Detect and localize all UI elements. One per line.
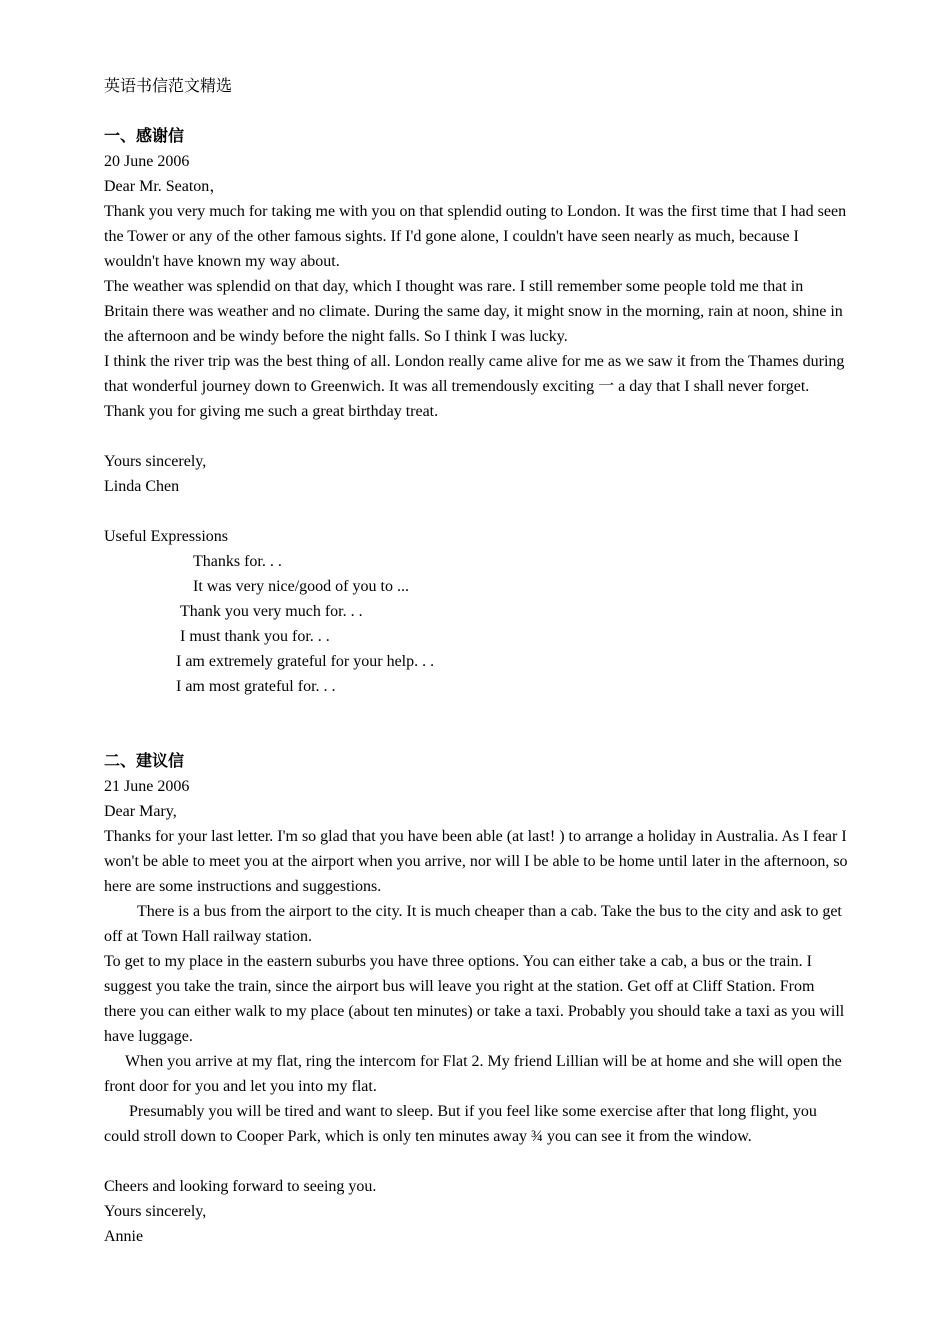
letter2-signature: Annie: [104, 1228, 144, 1245]
spacer: [104, 424, 850, 449]
letter2-paragraph: There is a bus from the airport to the city. It is much cheaper than a cab. Take the bus to the city and ask to get off at Town Hall railway station.: [104, 903, 842, 945]
letter1-paragraph: The weather was splendid on that day, which I thought was rare. I still remember some people told me that in Britain there was weather and no climate. During the same day, it might snow in the morning, rain at noon, shine in the afternoon and be windy before the night falls. So I think I was lucky.: [104, 278, 843, 345]
letter2-closing-line: Cheers and looking forward to seeing you.: [104, 1178, 377, 1195]
letter1-paragraph: I think the river trip was the best thing of all. London really came alive for me as we saw it from the Thames during that wonderful journey down to Greenwich. It was all tremendously exciting 一 a day that I shall never forget.: [104, 353, 845, 395]
expression-item: Thanks for. . .: [193, 553, 282, 570]
expression-item: It was very nice/good of you to ...: [193, 578, 409, 595]
letter2-date: 21 June 2006: [104, 778, 190, 795]
letter2-paragraph: When you arrive at my flat, ring the intercom for Flat 2. My friend Lillian will be at home and she will open the front door for you and let you into my flat.: [104, 1053, 842, 1095]
expression-item: Thank you very much for. . .: [180, 603, 363, 620]
letter1-date: 20 June 2006: [104, 153, 190, 170]
spacer: [104, 699, 850, 724]
document-page: [104, 74, 850, 1249]
spacer: [104, 1149, 850, 1174]
letter1-paragraph: Thank you very much for taking me with you on that splendid outing to London. It was the first time that I had seen the Tower or any of the other famous sights. If I'd gone alone, I couldn't have seen nearly as much, because I wouldn't have known my way about.: [104, 203, 847, 270]
expression-item: I must thank you for. . .: [180, 628, 330, 645]
letter2-heading: 二、建议信: [104, 753, 185, 770]
letter1-salutation: Dear Mr. Seaton，: [104, 178, 226, 195]
letter2-closing: Yours sincerely,: [104, 1203, 207, 1220]
letter1-paragraph: Thank you for giving me such a great birthday treat.: [104, 403, 439, 420]
expression-item: I am extremely grateful for your help. . .: [176, 653, 435, 670]
letter2-paragraph: To get to my place in the eastern suburbs you have three options. You can either take a cab, a bus or the train. I suggest you take the train, since the airport bus will leave you right at the station. Get off at Cliff Station. From there you can either walk to my place (about ten minutes) or take a taxi. Probably you should take a taxi as you will have luggage.: [104, 953, 845, 1045]
spacer: [104, 99, 850, 124]
expression-item: I am most grateful for. . .: [176, 678, 336, 695]
letter2-paragraph: Presumably you will be tired and want to sleep. But if you feel like some exercise after that long flight, you could stroll down to Cooper Park, which is only ten minutes away ¾ you can see it from the window.: [104, 1103, 817, 1145]
letter1-closing: Yours sincerely,: [104, 453, 207, 470]
spacer: [104, 724, 850, 749]
letter1-heading: 一、感谢信: [104, 128, 185, 145]
useful-expressions-title: Useful Expressions: [104, 528, 228, 545]
letter1-signature: Linda Chen: [104, 478, 180, 495]
letter2-paragraph: Thanks for your last letter. I'm so glad that you have been able (at last! ) to arrange a holiday in Australia. As I fear I won't be able to meet you at the airport when you arrive, nor will I be able to be home until later in the afternoon, so here are some instructions and suggestions.: [104, 828, 848, 895]
spacer: [104, 499, 850, 524]
document-title: 英语书信范文精选: [104, 78, 233, 95]
letter2-salutation: Dear Mary,: [104, 803, 177, 820]
